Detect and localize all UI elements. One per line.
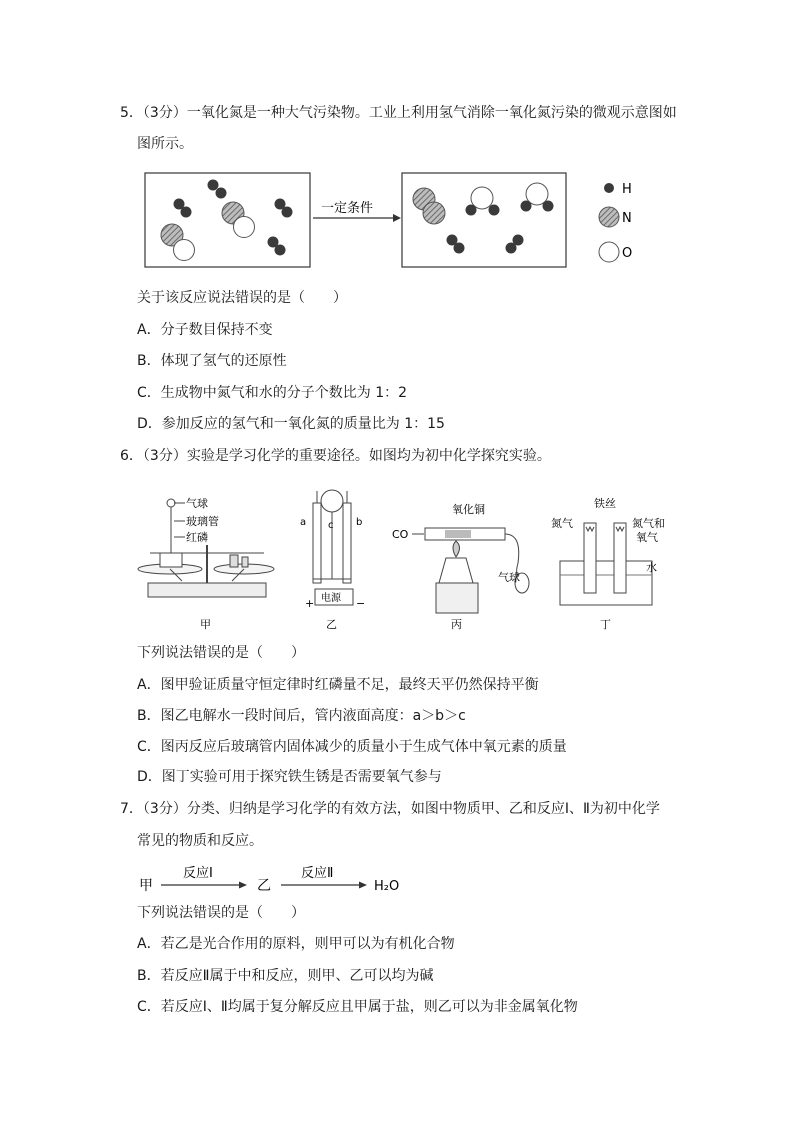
n2-molecule — [413, 188, 445, 224]
svg-text:气球: 气球 — [498, 571, 520, 584]
svg-text:玻璃管: 玻璃管 — [186, 515, 219, 528]
q6-option-c[interactable]: C．图丙反应后玻璃管内固体减少的质量小于生成气体中氧元素的质量 — [137, 739, 567, 755]
svg-text:+: + — [305, 597, 315, 610]
svg-text:−: − — [356, 597, 366, 610]
q5-option-a[interactable]: A．分子数目保持不变 — [137, 322, 273, 338]
h2o-molecule — [466, 187, 500, 216]
h2-molecule — [208, 180, 227, 199]
fig-bing-co-reduction — [392, 502, 529, 631]
q6-experiment-figures — [130, 483, 690, 635]
legend — [599, 182, 632, 262]
svg-text:氧气: 氧气 — [636, 531, 658, 544]
q5-option-c[interactable]: C．生成物中氮气和水的分子个数比为 1：2 — [137, 385, 408, 401]
scheme-jia: 甲 — [139, 878, 153, 894]
fig-jia-balance — [138, 496, 274, 631]
arrow-condition-label: 一定条件 — [321, 201, 374, 216]
scheme-yi: 乙 — [257, 878, 271, 894]
q6-option-b[interactable]: B．图乙电解水一段时间后，管内液面高度：a＞b＞c — [137, 708, 466, 724]
svg-text:CO: CO — [392, 528, 409, 541]
scheme-reaction-2: 反应Ⅱ — [301, 866, 334, 881]
fig-ding-caption: 丁 — [600, 618, 611, 631]
q5-stem-line1: 5．（3分）一氧化氮是一种大气污染物。工业上利用氢气消除一氧化氮污染的微观示意图如 — [120, 105, 677, 121]
svg-text:H: H — [622, 182, 632, 197]
q7-prompt: 下列说法错误的是（ ） — [137, 905, 305, 921]
q7-option-a[interactable]: A．若乙是光合作用的原料，则甲可以为有机化合物 — [137, 936, 455, 952]
svg-text:O: O — [622, 246, 633, 261]
svg-text:电源: 电源 — [321, 593, 341, 604]
q6-prompt: 下列说法错误的是（ ） — [137, 645, 305, 661]
svg-text:a: a — [300, 517, 307, 528]
q5-reaction-diagram — [140, 168, 660, 272]
scheme-reaction-1: 反应Ⅰ — [183, 866, 213, 881]
svg-text:氧化铜: 氧化铜 — [452, 503, 485, 516]
no-molecule — [161, 224, 195, 261]
svg-text:氮气: 氮气 — [551, 517, 573, 530]
svg-text:气球: 气球 — [186, 497, 208, 510]
q7-stem-line2: 常见的物质和反应。 — [137, 833, 263, 849]
q7-option-b[interactable]: B．若反应Ⅱ属于中和反应，则甲、乙可以均为碱 — [137, 968, 434, 984]
h2-molecule — [174, 199, 192, 218]
fig-jia-caption: 甲 — [200, 618, 211, 631]
h2o-molecule — [521, 183, 554, 212]
q7-stem-line1: 7．（3分）分类、归纳是学习化学的有效方法，如图中物质甲、乙和反应Ⅰ、Ⅱ为初中化学 — [120, 801, 660, 817]
q6-stem: 6．（3分）实验是学习化学的重要途径。如图均为初中化学探究实验。 — [120, 448, 551, 464]
svg-text:水: 水 — [646, 561, 657, 574]
svg-text:铁丝: 铁丝 — [594, 497, 616, 510]
svg-text:氮气和: 氮气和 — [632, 517, 665, 530]
q5-prompt: 关于该反应说法错误的是（ ） — [137, 290, 347, 306]
q7-option-c[interactable]: C．若反应Ⅰ、Ⅱ均属于复分解反应且甲属于盐，则乙可以为非金属氧化物 — [137, 999, 578, 1015]
q5-stem-line2: 图所示。 — [137, 136, 193, 152]
h2-molecule — [275, 199, 293, 218]
fig-bing-caption: 丙 — [451, 618, 462, 631]
fig-yi-electrolysis — [300, 490, 365, 631]
q6-option-a[interactable]: A．图甲验证质量守恒定律时红磷量不足，最终天平仍然保持平衡 — [137, 677, 539, 693]
q5-option-d[interactable]: D．参加反应的氢气和一氧化氮的质量比为 1：15 — [137, 416, 445, 432]
q6-option-d[interactable]: D．图丁实验可用于探究铁生锈是否需要氧气参与 — [137, 769, 442, 785]
scheme-product-h2o: H₂O — [374, 879, 400, 894]
svg-text:c: c — [328, 520, 334, 531]
svg-text:N: N — [622, 211, 632, 226]
h2-molecule — [506, 235, 524, 254]
h2-molecule — [268, 237, 286, 256]
no-molecule — [222, 202, 255, 238]
svg-text:红磷: 红磷 — [186, 531, 208, 544]
fig-yi-caption: 乙 — [326, 618, 337, 631]
fig-ding-iron-rust — [551, 496, 665, 631]
q5-option-b[interactable]: B．体现了氢气的还原性 — [137, 353, 287, 369]
svg-text:b: b — [356, 517, 363, 528]
h2-molecule — [447, 235, 465, 254]
q7-reaction-scheme — [135, 860, 435, 900]
